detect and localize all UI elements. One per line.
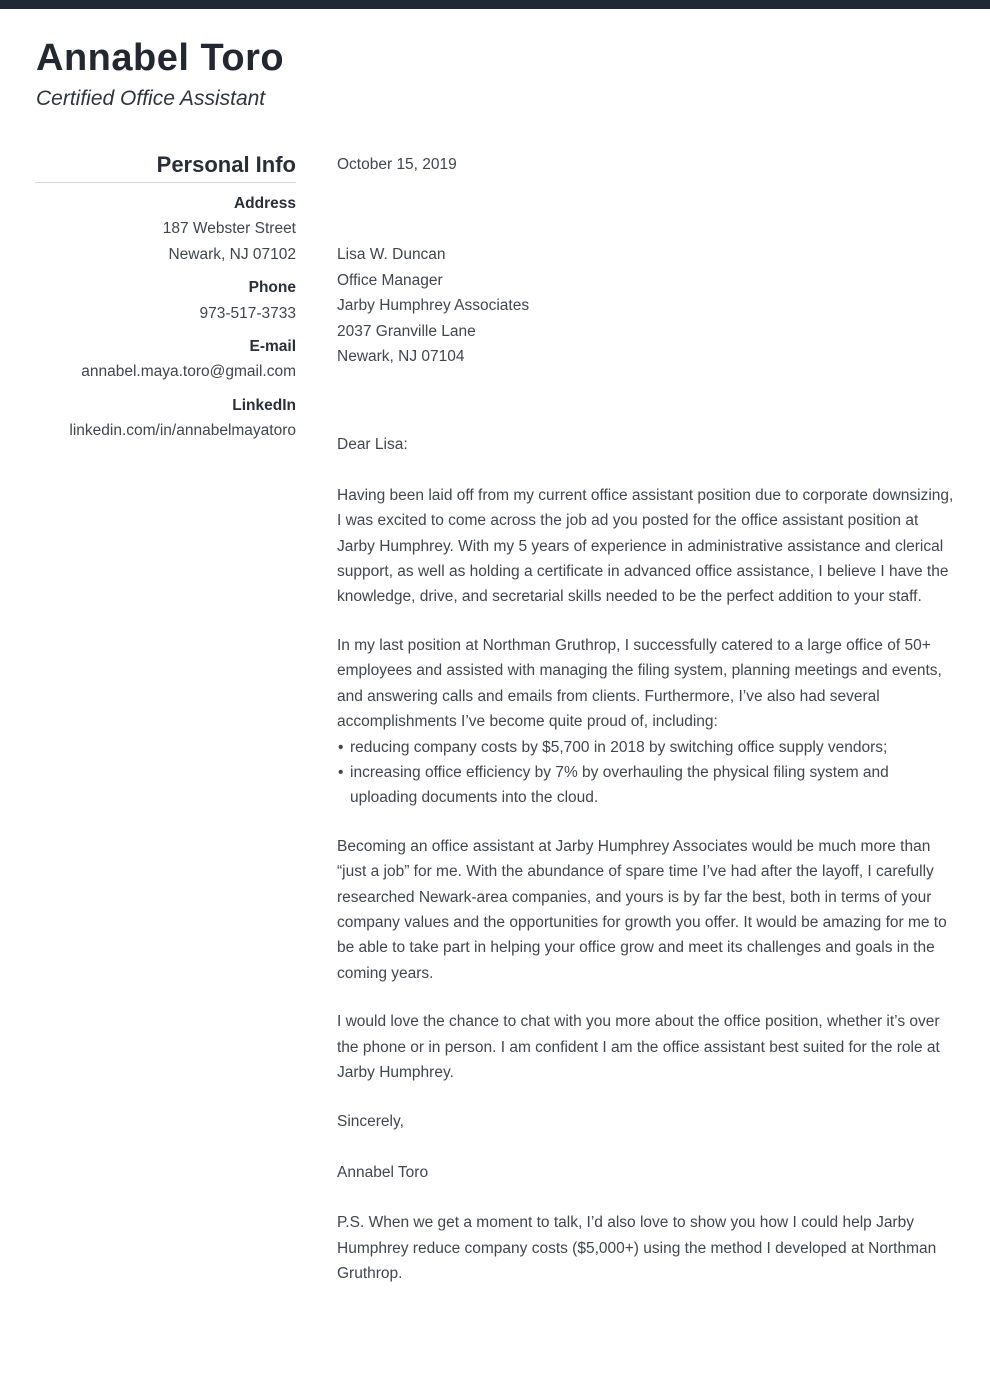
sidebar-heading: Personal Info [35, 152, 296, 183]
recipient-name: Lisa W. Duncan [337, 246, 446, 264]
address-label: Address [233, 195, 296, 212]
recipient-city: Newark, NJ 07104 [337, 348, 465, 366]
sidebar-group-email [35, 334, 296, 385]
top-accent-bar [0, 0, 990, 9]
recipient-company: Jarby Humphrey Associates [337, 297, 530, 315]
document-header [0, 9, 990, 112]
phone-label: Phone [248, 279, 296, 297]
recipient-street: 2037 Granville Lane [337, 322, 476, 340]
paragraph-call-to-action: I would love the chance to chat with you more about the office position, whether it’s over the phone or in person. I am confident I am the office assistant best suited for the role at Jarby Humphrey. [337, 1013, 940, 1081]
email-value: annabel.maya.toro@gmail.com [81, 363, 296, 381]
signature-name: Annabel Toro [337, 1163, 429, 1181]
email-label: E-mail [249, 338, 296, 356]
personal-info-sidebar [35, 152, 296, 444]
paragraph-experience: In my last position at Northman Gruthrop, I successfully catered to a large office of 50+ employees and assisted with managing the filing system, planning meetings and events, and answering calls and emails from clients. Furthermore, I’ve also had several accomplishments I’ve become quite proud of, including: [337, 636, 942, 731]
person-name: Annabel Toro [36, 37, 285, 79]
accomplishments-list [337, 735, 955, 811]
closing-line: Sincerely, [337, 1113, 404, 1131]
postscript: P.S. When we get a moment to talk, I’d also love to show you how I could help Jarby Humphrey reduce company costs ($5,000+) using the method I developed at Northman Gruthrop. [337, 1214, 937, 1282]
letter-date: October 15, 2019 [337, 156, 457, 173]
accomplishment-item: • reducing company costs by $5,700 in 2018 by switching office supply vendors; [337, 735, 955, 760]
person-job-title: Certified Office Assistant [36, 87, 266, 110]
sidebar-group-address [35, 191, 296, 267]
linkedin-value: linkedin.com/in/annabelmayatoro [69, 422, 296, 440]
accomplishment-item: • increasing office efficiency by 7% by overhauling the physical filing system and uploading documents into the cloud. [337, 760, 955, 811]
linkedin-label: LinkedIn [232, 396, 296, 414]
letter-body [337, 152, 955, 1286]
sidebar-group-phone [35, 275, 296, 326]
paragraph-intro: Having been laid off from my current office assistant position due to corporate downsizing, I was excited to come across the job ad you posted for the office assistant position at Jarby Humphrey. With my 5 years of experience in administrative assistance and clerical support, as well as holding a certificate in advanced office assistance, I believe I have the knowledge, drive, and secretarial skills needed to be the perfect addition to your staff. [337, 486, 954, 606]
recipient-block [337, 242, 955, 369]
address-line-2: Newark, NJ 07102 [168, 245, 296, 263]
content-columns [0, 152, 990, 1286]
recipient-job-title: Office Manager [337, 271, 443, 289]
salutation: Dear Lisa: [337, 436, 408, 454]
address-line-1: 187 Webster Street [162, 220, 296, 238]
sidebar-group-linkedin [35, 393, 296, 444]
paragraph-motivation: Becoming an office assistant at Jarby Humphrey Associates would be much more than “just a job” for me. With the abundance of spare time I’ve had after the layoff, I carefully researched Newark-area companies, and yours is by far the best, both in terms of your company values and the opportunities for growth you offer. It would be amazing for me to be able to take part in helping your office grow and meet its challenges and goals in the coming years. [337, 837, 947, 982]
phone-value: 973-517-3733 [199, 304, 296, 322]
